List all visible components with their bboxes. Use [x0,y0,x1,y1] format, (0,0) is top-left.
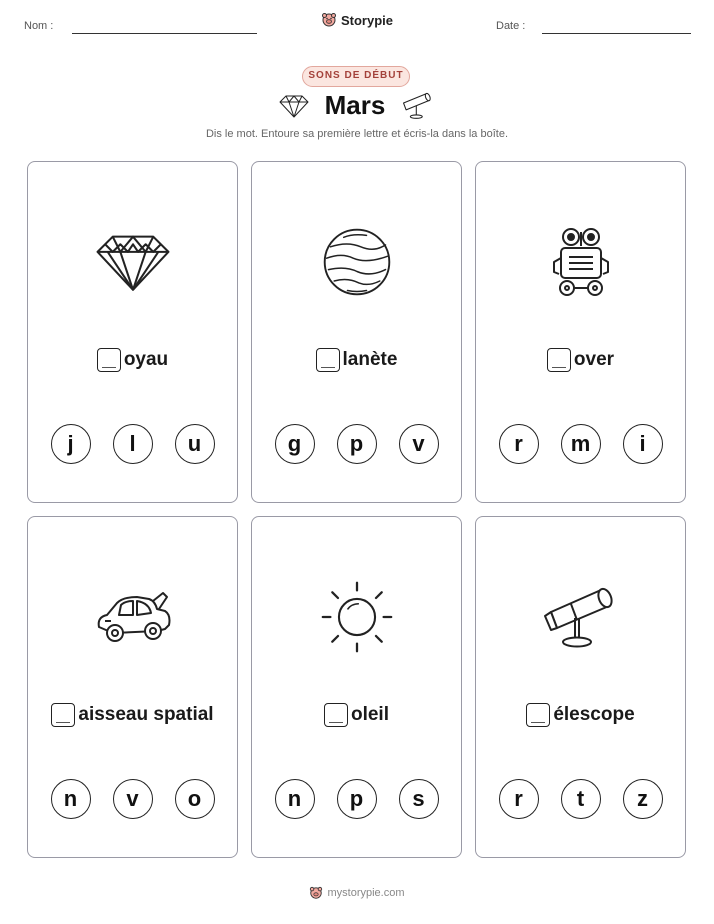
letter-choice[interactable]: n [275,779,315,819]
letter-choice[interactable]: z [623,779,663,819]
picture [476,220,685,304]
letter-choice[interactable]: s [399,779,439,819]
letter-choice[interactable]: o [175,779,215,819]
letter-choice[interactable]: r [499,779,539,819]
spaceship-car-icon [93,587,173,647]
date-line[interactable] [542,33,691,34]
letter-choice[interactable]: p [337,424,377,464]
sun-icon [319,579,395,655]
letter-choice[interactable]: p [337,779,377,819]
telescope-icon [541,581,621,653]
letter-choice[interactable]: t [561,779,601,819]
pig-mascot-icon [321,12,337,28]
exercise-card [27,161,238,503]
word-ending: oleil [350,704,389,725]
word-row [476,348,685,372]
word-row [252,348,461,372]
letter-choice[interactable]: m [561,424,601,464]
exercise-card [27,516,238,858]
letter-choice[interactable]: u [175,424,215,464]
exercise-card [251,161,462,503]
name-line[interactable] [72,33,257,34]
diamond-icon [279,94,309,118]
telescope-icon [401,91,435,121]
robot-rover-icon [549,224,613,300]
pig-mascot-icon [309,886,323,900]
answer-box[interactable] [526,703,550,727]
answer-box[interactable] [324,703,348,727]
instructions: Dis le mot. Entoure sa première lettre et écris-la dans la boîte. [205,128,509,140]
letter-choices [252,779,461,819]
letter-choices [252,424,461,464]
letter-choice[interactable]: l [113,424,153,464]
letter-choice[interactable]: v [399,424,439,464]
word-ending: over [573,349,615,370]
answer-box[interactable] [316,348,340,372]
word-row [252,703,461,727]
exercise-card [251,516,462,858]
letter-choices [476,424,685,464]
title-row [0,90,714,121]
letter-choice[interactable]: r [499,424,539,464]
word-ending: aisseau spatial [78,704,214,725]
picture [252,220,461,304]
answer-box[interactable] [547,348,571,372]
exercise-card [475,516,686,858]
date-label: Date : [496,20,526,32]
brand-logo [0,12,714,28]
word-ending: élescope [553,704,635,725]
word-ending: oyau [123,349,169,370]
letter-choices [28,424,237,464]
letter-choice[interactable]: j [51,424,91,464]
answer-box[interactable] [97,348,121,372]
diamond-icon [95,230,171,294]
category-badge: SONS DE DÉBUT [302,66,410,87]
picture [28,575,237,659]
name-label: Nom : [24,20,54,32]
planet-icon [319,224,395,300]
letter-choices [476,779,685,819]
letter-choice[interactable]: g [275,424,315,464]
exercise-card [475,161,686,503]
word-row [476,703,685,727]
brand-name: Storypie [340,12,393,28]
page-title: Mars [324,90,386,120]
picture [476,575,685,659]
word-ending: lanète [342,349,398,370]
picture [252,575,461,659]
picture [28,220,237,304]
letter-choice[interactable]: v [113,779,153,819]
letter-choice[interactable]: i [623,424,663,464]
footer-url: mystorypie.com [327,887,405,899]
letter-choice[interactable]: n [51,779,91,819]
answer-box[interactable] [51,703,75,727]
word-row [28,348,237,372]
footer [0,886,714,900]
word-row [28,703,237,727]
letter-choices [28,779,237,819]
